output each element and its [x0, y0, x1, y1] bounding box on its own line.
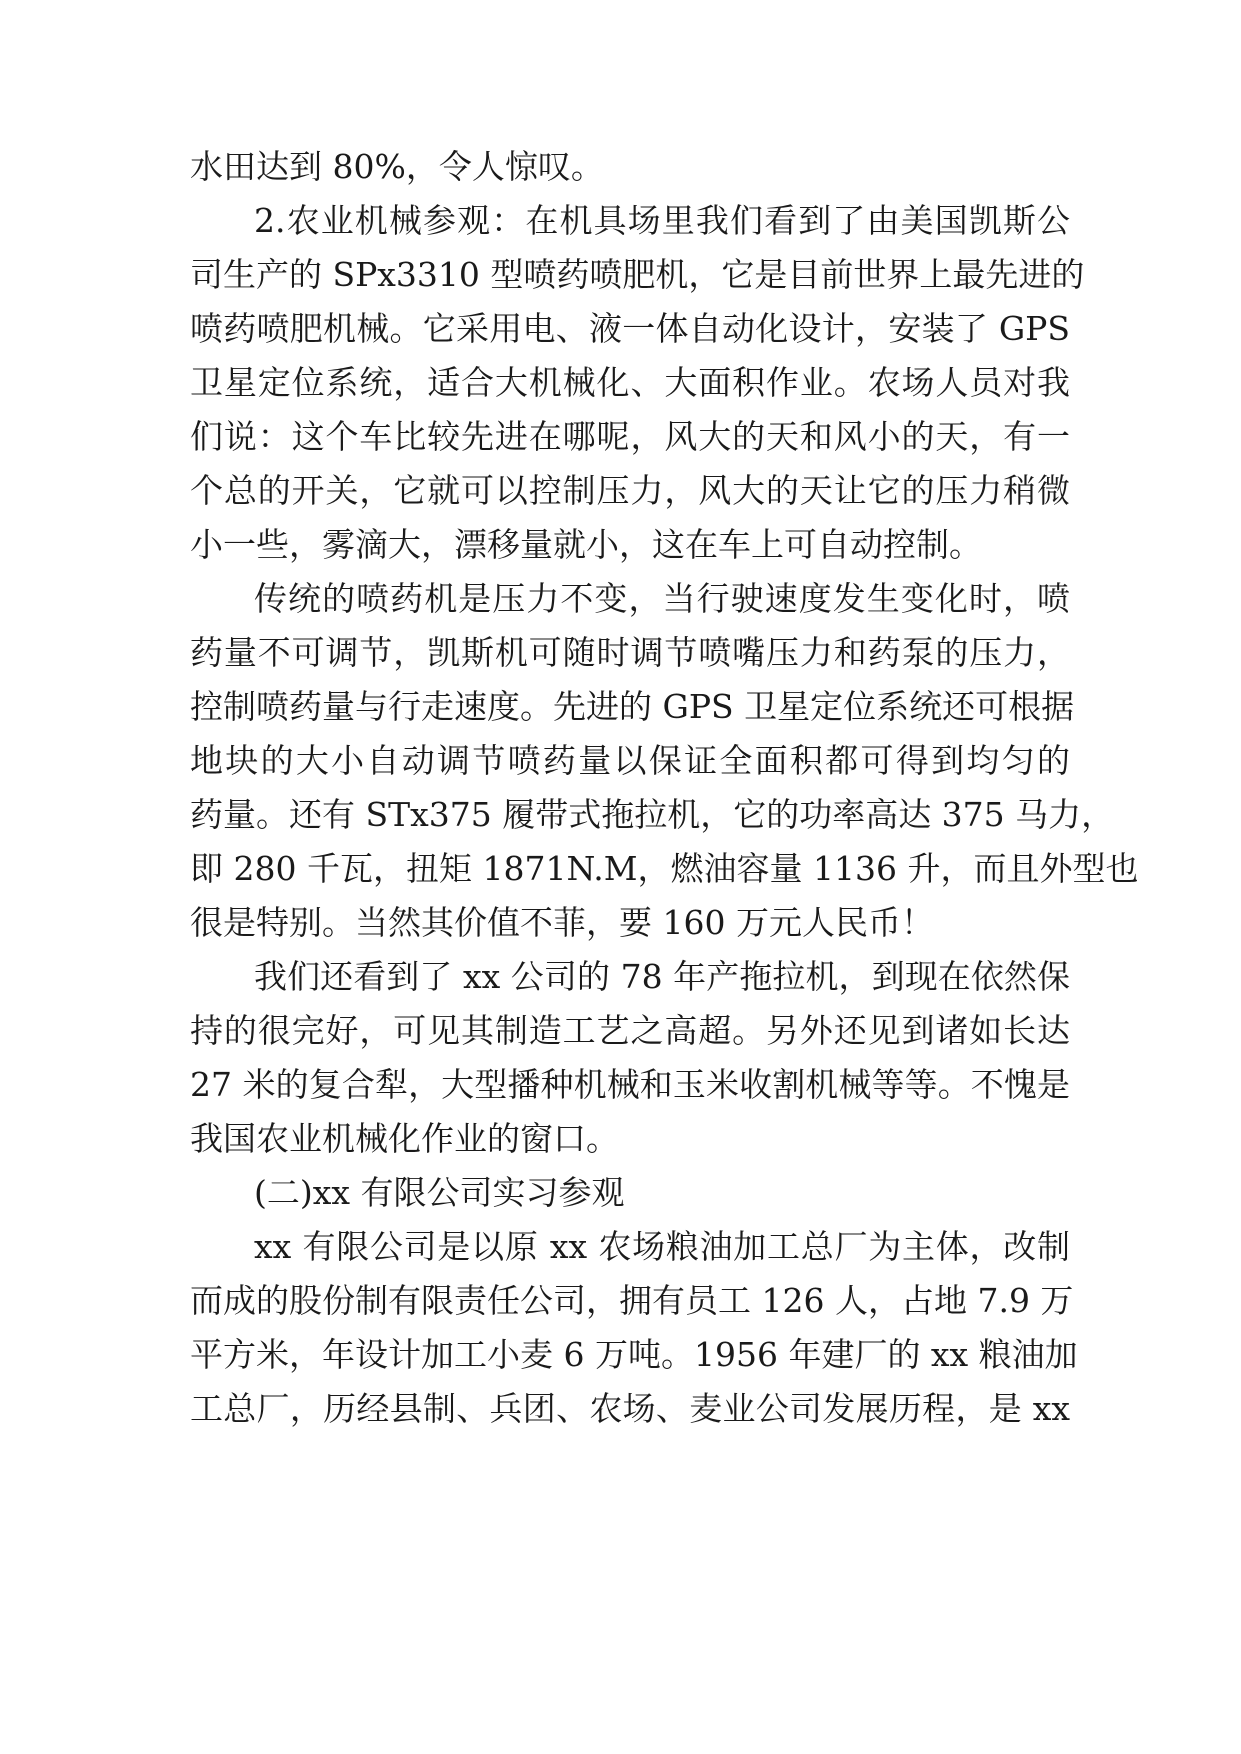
text-line: 小一些，雾滴大，漂移量就小，这在车上可自动控制。: [190, 525, 982, 564]
text-line: 我们还看到了 xx 公司的 78 年产拖拉机，到现在依然保: [254, 957, 1070, 996]
text-line: xx 有限公司是以原 xx 农场粮油加工总厂为主体，改制: [254, 1227, 1070, 1266]
text-line: 而成的股份制有限责任公司，拥有员工 126 人，占地 7.9 万: [190, 1281, 1074, 1320]
text-line: 们说：这个车比较先进在哪呢，风大的天和风小的天，有一: [190, 417, 1070, 456]
text-line: 传统的喷药机是压力不变，当行驶速度发生变化时，喷: [254, 579, 1070, 618]
text-line: 地块的大小自动调节喷药量以保证全面积都可得到均匀的: [190, 741, 1070, 780]
text-line: 工总厂，历经县制、兵团、农场、麦业公司发展历程，是 xx: [190, 1389, 1070, 1428]
text-line: 药量。还有 STx375 履带式拖拉机，它的功率高达 375 马力，: [190, 795, 1115, 834]
text-line: 个总的开关，它就可以控制压力，风大的天让它的压力稍微: [190, 471, 1070, 510]
text-line: 喷药喷肥机械。它采用电、液一体自动化设计，安装了 GPS: [190, 309, 1070, 348]
text-line: 我国农业机械化作业的窗口。: [190, 1119, 619, 1158]
text-line: 2.农业机械参观：在机具场里我们看到了由美国凯斯公: [254, 201, 1070, 240]
text-line: 水田达到 80%，令人惊叹。: [190, 147, 604, 186]
text-line: 卫星定位系统，适合大机械化、大面积作业。农场人员对我: [190, 363, 1070, 402]
section-heading: (二)xx 有限公司实习参观: [254, 1173, 625, 1212]
text-line: 平方米，年设计加工小麦 6 万吨。1956 年建厂的 xx 粮油加: [190, 1335, 1078, 1374]
text-line: 很是特别。当然其价值不菲，要 160 万元人民币！: [190, 903, 934, 942]
text-line: 控制喷药量与行走速度。先进的 GPS 卫星定位系统还可根据: [190, 687, 1075, 726]
text-line: 即 280 千瓦，扭矩 1871N.M，燃油容量 1136 升，而且外型也: [190, 849, 1139, 888]
text-line: 27 米的复合犁，大型播种机械和玉米收割机械等等。不愧是: [190, 1065, 1070, 1104]
text-line: 持的很完好，可见其制造工艺之高超。另外还见到诸如长达: [190, 1011, 1070, 1050]
text-line: 药量不可调节，凯斯机可随时调节喷嘴压力和药泵的压力，: [190, 633, 1070, 672]
text-line: 司生产的 SPx3310 型喷药喷肥机，它是目前世界上最先进的: [190, 255, 1085, 294]
